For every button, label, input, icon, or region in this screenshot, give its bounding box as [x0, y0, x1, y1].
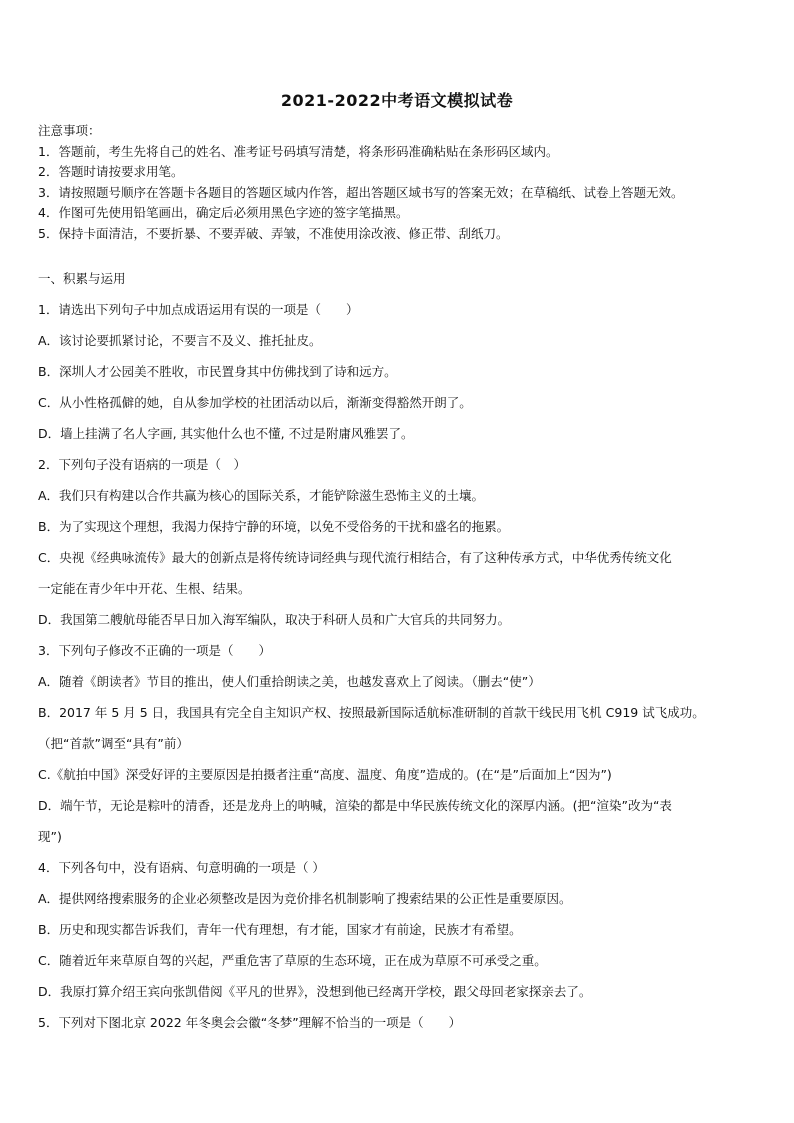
question-4-option-b: B．历史和现实都告诉我们，青年一代有理想，有才能，国家才有前途，民族才有希望。 — [38, 922, 522, 937]
question-5-stem: 5．下列对下图北京 2022 年冬奥会会徽“冬梦”理解不恰当的一项是（ ） — [38, 1015, 462, 1030]
question-3-option-c: C.《航拍中国》深受好评的主要原因是拍摄者注重“高度、温度、角度”造成的。(在“是”后面加上“因为”) — [38, 767, 612, 782]
question-3-option-a: A．随着《朗读者》节目的推出，使人们重拾朗读之美，也越发喜欢上了阅读。（删去“使”） — [38, 674, 541, 689]
question-3-option-d-cont: 现”) — [38, 829, 62, 844]
notice-item: 3．请按照题号顺序在答题卡各题目的答题区域内作答，超出答题区域书写的答案无效；在草稿纸、试卷上答题无效。 — [38, 184, 684, 200]
question-1-stem: 1．请选出下列句子中加点成语运用有误的一项是（ ） — [38, 302, 359, 317]
question-2-option-a: A．我们只有构建以合作共赢为核心的国际关系，才能铲除滋生恐怖主义的土壤。 — [38, 488, 485, 503]
notice-item: 2．答题时请按要求用笔。 — [38, 164, 184, 180]
question-4-stem: 4．下列各句中，没有语病、句意明确的一项是（ ） — [38, 860, 325, 875]
question-1-option-a: A．该讨论要抓紧讨论，不要言不及义、推托扯皮。 — [38, 333, 322, 348]
notice-heading: 注意事项： — [38, 123, 101, 138]
question-4-option-a: A．提供网络搜索服务的企业必须整改是因为竞价排名机制影响了搜索结果的公正性是重要原因。 — [38, 891, 572, 906]
notice-item: 4．作图可先使用铅笔画出，确定后必须用黑色字迹的签字笔描黑。 — [38, 205, 409, 221]
question-2-option-d: D．我国第二艘航母能否早日加入海军编队，取决于科研人员和广大官兵的共同努力。 — [38, 612, 511, 627]
question-3-option-b-cont: （把“首款”调至“具有”前） — [38, 736, 189, 751]
section-heading: 一、积累与运用 — [38, 271, 126, 286]
notice-item: 5．保持卡面清洁，不要折暴、不要弄破、弄皱，不准使用涂改液、修正带、刮纸刀。 — [38, 225, 509, 241]
question-2-option-b: B．为了实现这个理想，我渴力保持宁静的环境，以免不受俗务的干扰和盛名的拖累。 — [38, 519, 510, 534]
question-4-option-d: D．我原打算介绍王宾向张凯借阅《平凡的世界》，没想到他已经离开学校，跟父母回老家探亲去了。 — [38, 984, 592, 999]
question-4-option-c: C．随着近年来草原自驾的兴起，严重危害了草原的生态环境，正在成为草原不可承受之重。 — [38, 953, 547, 968]
questions-block — [38, 263, 768, 1038]
question-2-stem: 2．下列句子没有语病的一项是（ ） — [38, 457, 246, 472]
notice-block — [38, 121, 768, 245]
question-3-stem: 3．下列句子修改不正确的一项是（ ） — [38, 643, 271, 658]
notice-item: 1．答题前，考生先将自己的姓名、准考证号码填写清楚，将条形码准确粘贴在条形码区域内。 — [38, 143, 559, 159]
question-1-option-b: B．深圳人才公园美不胜收，市民置身其中仿佛找到了诗和远方。 — [38, 364, 397, 379]
question-1-option-c: C．从小性格孤僻的她，自从参加学校的社团活动以后，渐渐变得豁然开朗了。 — [38, 395, 472, 410]
question-3-option-d: D．端午节，无论是粽叶的清香，还是龙舟上的呐喊，渲染的都是中华民族传统文化的深厚内涵。(把“渲染”改为“表 — [38, 798, 672, 813]
question-1-option-d: D．墙上挂满了名人字画, 其实他什么也不懂, 不过是附庸风雅罢了。 — [38, 426, 414, 441]
page-title: 2021-2022中考语文模拟试卷 — [280, 91, 514, 110]
question-3-option-b: B．2017 年 5 月 5 日，我国具有完全自主知识产权、按照最新国际适航标准研制的首款干线民用飞机 C919 试飞成功。 — [38, 705, 705, 720]
question-2-option-c: C．央视《经典咏流传》最大的创新点是将传统诗词经典与现代流行相结合，有了这种传承方式，中华优秀传统文化 — [38, 550, 672, 565]
question-2-option-c-cont: 一定能在青少年中开花、生根、结果。 — [38, 581, 251, 596]
